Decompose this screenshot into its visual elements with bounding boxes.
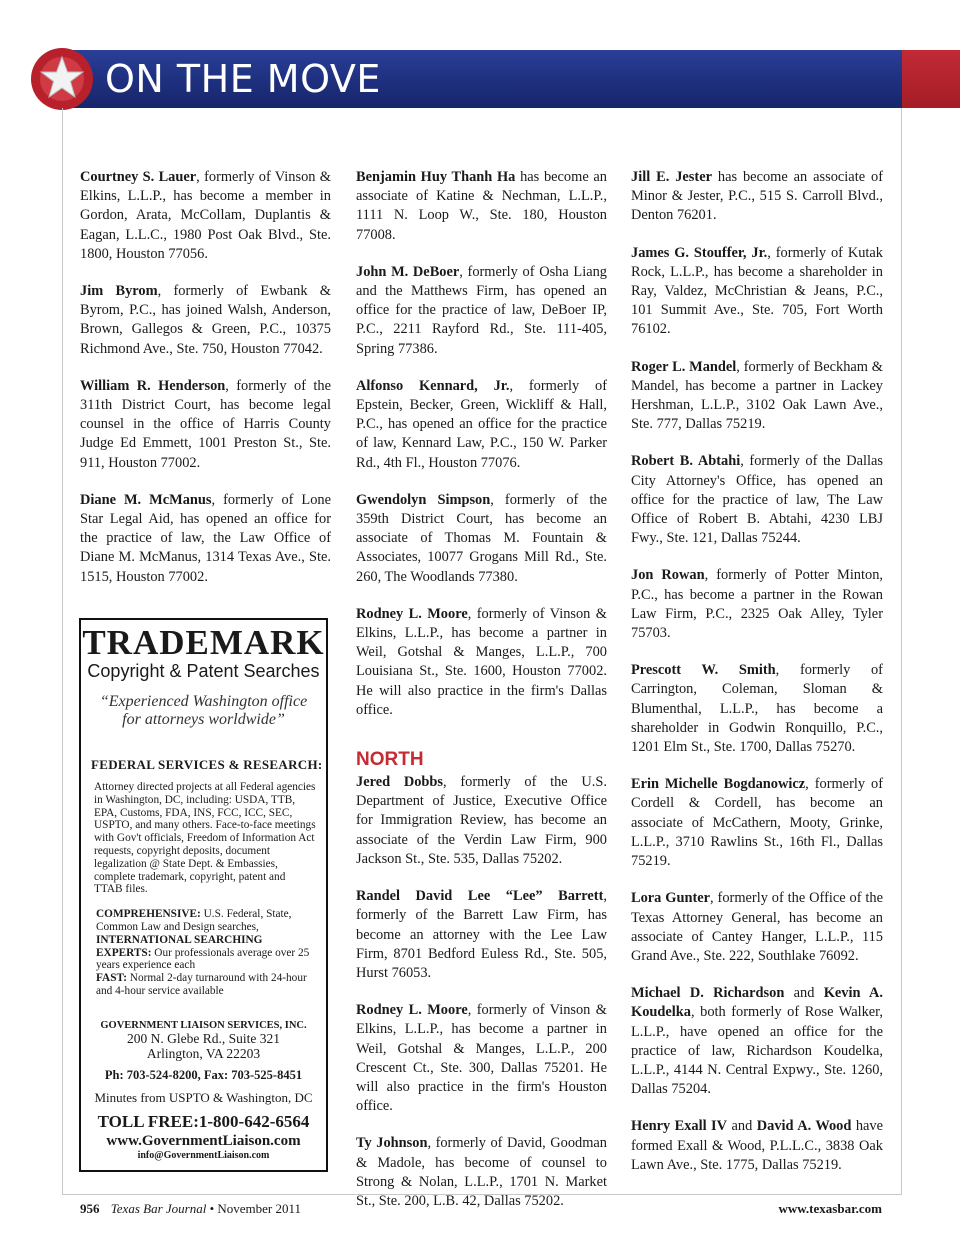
footer-website: www.texasbar.com bbox=[778, 1201, 882, 1216]
announcement: Lora Gunter, formerly of the Office of the Texas Attorney General, has become an associate of Cantey Hanger, L.L.P., 115 Grand Ave., Ste. 222, Southlake 76092. bbox=[631, 890, 883, 964]
page-number: 956 bbox=[80, 1201, 100, 1216]
ad-email: info@GovernmentLiaison.com bbox=[137, 1149, 270, 1161]
announcement: Rodney L. Moore, formerly of Vinson & Elkins, L.L.P., has become a partner in Weil, Gotshal & Manges, L.L.P., 700 Louisiana St., Ste. 1600, Houston 77002. He will also practice in the firm's Dallas office. bbox=[356, 605, 607, 718]
ad-company: GOVERNMENT LIAISON SERVICES, INC. bbox=[100, 1019, 307, 1031]
ad-website: www.GovernmentLiaison.com bbox=[106, 1132, 301, 1149]
announcement: Jon Rowan, formerly of Potter Minton, P.C., has become a partner in the Rowan Law Firm, P.C., 2325 Oak Alley, Tyler 75703. bbox=[631, 567, 883, 642]
issue-date: November 2011 bbox=[217, 1201, 302, 1216]
announcement: Gwendolyn Simpson, formerly of the 359th District Court, has become an associate of Thomas M. Fountain & Associates, 10077 Grogans Mill Rd., Ste. 260, The Woodlands 77380. bbox=[356, 491, 607, 585]
trademark-advertisement bbox=[79, 618, 328, 1172]
announcement: Erin Michelle Bogdanowicz, formerly of Cordell & Cordell, has become an associate of McCathern, Mooty, Grinke, L.L.P., 3710 Rawlins St., 16th Fl., Dallas 75219. bbox=[631, 776, 883, 870]
section-heading-north: NORTH bbox=[356, 749, 424, 771]
announcement: Ty Johnson, formerly of David, Goodman & Madole, has become of counsel to Strong & Nolan, L.L.P., 1701 N. Market St., Ste. 200, L.B. 42, Dallas 75202. bbox=[356, 1135, 607, 1209]
announcement: Diane M. McManus, formerly of Lone Star Legal Aid, has opened an office for the practice of law, the Law Office of Diane M. McManus, 1314 Texas Ave., Ste. 1515, Houston 77002. bbox=[80, 491, 331, 585]
announcement: Jim Byrom, formerly of Ewbank & Byrom, P.C., has joined Walsh, Anderson, Brown, Gallegos & Green, P.C., 10375 Richmond Ave., Ste. 750, Houston 77042. bbox=[80, 283, 331, 357]
column-2 bbox=[356, 168, 607, 1229]
ad-subtitle: Copyright & Patent Searches bbox=[87, 661, 320, 681]
announcement: John M. DeBoer, formerly of Osha Liang and the Matthews Firm, has opened an office for the practice of law, DeBoer IP, P.C., 2211 Rayford Rd., Ste. 111-405, Spring 77386. bbox=[356, 263, 608, 357]
publication-name: Texas Bar Journal bbox=[110, 1201, 207, 1216]
announcement: Henry Exall IV and David A. Wood have formed Exall & Wood, P.L.L.C., 3838 Oak Lawn Ave., Ste. 1775, Dallas 75219. bbox=[631, 1118, 883, 1173]
ad-federal-text: Attorney directed projects at all Federal agencies in Washington, DC, including: USDA, TTB, EPA, Customs, FDA, INS, FCC, ICC, SEC, USPTO, and many others. Face-to-face meetings with Gov't officials, Freedom of Information Act requests, copyright deposits, document legalization @ State Dept. & Embassies, complete trademark, copyright, patent and TTAB files. bbox=[94, 781, 316, 896]
announcement: Robert B. Abtahi, formerly of the Dallas City Attorney's Office, has opened an office for the practice of law, The Law Office of Robert B. Abtahi, 4230 LBJ Fwy., Ste. 121, Dallas 75244. bbox=[631, 453, 883, 547]
announcement: Courtney S. Lauer, formerly of Vinson & Elkins, L.L.P., has become a member in Gordon, Arata, McCollam, Duplantis & Eagan, L.L.C., 1980 Post Oak Blvd., Ste. 1800, Houston 77056. bbox=[80, 169, 332, 262]
footer-separator: • bbox=[209, 1201, 215, 1216]
star-badge-icon bbox=[30, 47, 94, 111]
ad-phone: Ph: 703-524-8200, Fax: 703-525-8451 bbox=[104, 1067, 303, 1082]
announcement: Alfonso Kennard, Jr., formerly of Epstein, Becker, Green, Wickliff & Hall, P.C., has opened an office for the practice of law, Kennard Law, P.C., 150 W. Parker Rd., 4th Fl., Houston 77076. bbox=[356, 377, 607, 471]
column-1 bbox=[80, 168, 331, 605]
footer-left bbox=[80, 1201, 301, 1217]
announcement: Michael D. Richardson and Kevin A. Koudelka, both formerly of Rose Walker, L.L.P., have opened an office for the practice of law, Richardson Koudelka, L.L.P., 4144 N. Central Expwy., Ste. 1260, Dallas 75204. bbox=[631, 985, 883, 1098]
ad-quote: “Experienced Washington office for attorneys worldwide” bbox=[99, 693, 308, 728]
page-title: ON THE MOVE bbox=[105, 57, 381, 101]
ad-toll-free: TOLL FREE:1-800-642-6564 bbox=[97, 1111, 310, 1131]
ad-federal-heading: FEDERAL SERVICES & RESEARCH: bbox=[91, 757, 323, 772]
announcement: Prescott W. Smith, formerly of Carrington, Coleman, Sloman & Blumenthal, L.L.P., has become a shareholder in Godwin Ronquillo, P.C., 1201 Elm St., Ste. 1700, Dallas 75270. bbox=[631, 662, 883, 756]
ad-location-note: Minutes from USPTO & Washington, DC bbox=[94, 1089, 313, 1105]
ad-address-line2: Arlington, VA 22203 bbox=[146, 1045, 261, 1061]
column-3 bbox=[631, 168, 883, 1193]
announcement: Benjamin Huy Thanh Ha has become an associate of Katine & Nechman, L.L.P., 1111 N. Loop W., Ste. 180, Houston 77008. bbox=[356, 169, 607, 243]
header-accent-block bbox=[902, 50, 960, 108]
announcement: Rodney L. Moore, formerly of Vinson & Elkins, L.L.P., has become a partner in Weil, Gotshal & Manges, L.L.P., 200 Crescent Ct., Ste. 300, Dallas 75201. He will also practice in the firm's Houston office. bbox=[356, 1002, 607, 1115]
announcement: Roger L. Mandel, formerly of Beckham & Mandel, has become a partner in Lackey Hershman, L.L.P., 3102 Oak Lawn Ave., Ste. 777, Dallas 75219. bbox=[631, 358, 883, 433]
ad-address-line1: 200 N. Glebe Rd., Suite 321 bbox=[127, 1030, 280, 1046]
announcement: James G. Stouffer, Jr., formerly of Kutak Rock, L.L.P., has become a shareholder in Ray, Valdez, McChristian & Jeans, P.C., 101 Summit Ave., Ste. 705, Fort Worth 76102. bbox=[631, 244, 883, 338]
announcement: William R. Henderson, formerly of the 311th District Court, has become legal counsel in the office of Harris County Judge Ed Emmett, 1001 Preston St., Ste. 911, Houston 77002. bbox=[80, 377, 331, 471]
announcement: Jill E. Jester has become an associate of Minor & Jester, P.C., 515 S. Carroll Blvd., Denton 76201. bbox=[631, 169, 883, 224]
ad-title: TRADEMARK bbox=[82, 623, 325, 662]
ad-services: COMPREHENSIVE: U.S. Federal, State, Common Law and Design searches, INTERNATIONAL SEARCHING EXPERTS: Our professionals average over 25 years experience each FAST: Normal 2-day turnaround with 24-hour and 4-hour service available bbox=[96, 908, 310, 997]
announcement: Randel David Lee “Lee” Barrett, formerly of the Barrett Law Firm, has become an attorney with the Lee Law Firm, 8701 Bedford Euless Rd., Ste. 505, Hurst 76053. bbox=[356, 888, 607, 981]
announcement: Jered Dobbs, formerly of the U.S. Department of Justice, Executive Office for Immigration Review, has become an associate of the Verdin Law Firm, 900 Jackson St., Ste. 535, Dallas 75202. bbox=[356, 774, 607, 867]
